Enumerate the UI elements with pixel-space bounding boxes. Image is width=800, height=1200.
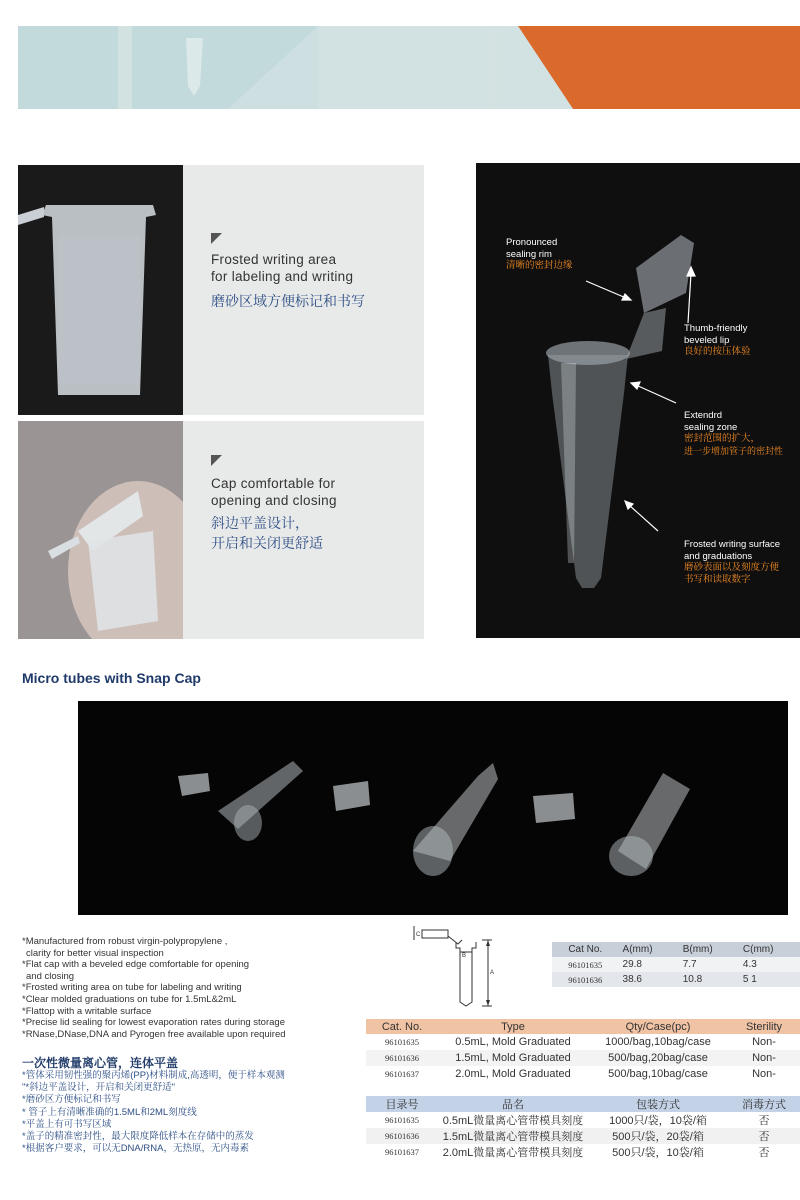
callout-frosted-surface <box>684 539 780 586</box>
table-cell: 1000/bag,10bag/case <box>588 1034 728 1050</box>
flag-icon <box>211 233 222 244</box>
callout-cn-line: 清晰的密封边缘 <box>506 260 573 271</box>
bullet-item: and closing <box>26 970 75 982</box>
bullet-item: *盖子的精准密封性，最大限度降低样本在存储中的蒸发 <box>22 1131 254 1143</box>
section-title: Micro tubes with Snap Cap <box>22 670 201 686</box>
table-cell: 500/bag,20bag/case <box>588 1050 728 1066</box>
table-cell: 96101636 <box>366 1050 438 1066</box>
table-cell: 1.5mL, Mold Graduated <box>438 1050 588 1066</box>
table-cell: 0.5mL, Mold Graduated <box>438 1034 588 1050</box>
feature-en-line: Frosted writing area <box>211 252 337 267</box>
table-cell: 2.0mL微量离心管带模具刻度 <box>438 1144 588 1160</box>
diagram-label-a: A <box>490 970 495 976</box>
bullet-item: *Flat cap with a beveled edge comfortable for opening <box>22 959 250 971</box>
feature-cn-line: 斜边平盖设计， <box>211 515 309 531</box>
feature-en-line: Cap comfortable for <box>211 476 336 491</box>
table-cell: 500/bag,10bag/case <box>588 1066 728 1082</box>
table-cell: 29.8 <box>619 957 679 972</box>
table-cell: 96101636 <box>366 1128 438 1144</box>
table-row <box>366 1128 800 1144</box>
tube-closeup-image <box>18 165 183 415</box>
feature-bullets-cn <box>22 1070 362 1155</box>
cn-heading: 一次性微量离心管，连体平盖 <box>22 1056 179 1070</box>
table-header-cell: A(mm) <box>619 942 679 957</box>
table-cell: 0.5mL微量离心管带模具刻度 <box>438 1112 588 1128</box>
table-row <box>366 1050 800 1066</box>
feature-cn-text <box>211 291 365 311</box>
table-cell: 96101635 <box>366 1112 438 1128</box>
feature-panel-cap <box>183 421 424 639</box>
table-header-cell: Cat No. <box>552 942 619 957</box>
table-header-cell: B(mm) <box>679 942 739 957</box>
bullet-item: *管体采用韧性强的聚丙烯(PP)材料制成,高透明，便于样本观测 <box>22 1070 285 1081</box>
feature-bullets-en <box>22 936 362 1040</box>
product-photo <box>78 701 788 915</box>
bullet-item: *磨砂区方便标记和书写 <box>22 1094 121 1106</box>
bullet-item: *Flattop with a writable surface <box>22 1005 152 1017</box>
table-row <box>366 1066 800 1082</box>
callout-cn-line: 进一步增加管子的密封性 <box>684 446 784 456</box>
feature-en-text <box>211 251 353 285</box>
table-cell: 96101635 <box>552 957 619 972</box>
diagram-label-b: B <box>462 953 467 959</box>
callout-en-line: sealing rim <box>506 248 552 260</box>
spec-table-en <box>366 1019 800 1082</box>
table-header-row <box>552 942 800 957</box>
dimension-diagram <box>408 922 498 1012</box>
table-cell: 96101635 <box>366 1034 438 1050</box>
table-cell: 4.3 <box>739 957 800 972</box>
feature-panel-frosted <box>183 165 424 415</box>
callout-en-line: Thumb-friendly <box>684 323 748 334</box>
table-row <box>552 972 800 987</box>
feature-en-line: opening and closing <box>211 493 337 508</box>
table-header-cell: 消毒方式 <box>728 1096 800 1112</box>
table-cell: 500只/袋，20袋/箱 <box>588 1128 728 1144</box>
table-row <box>366 1112 800 1128</box>
bullet-item: *Clear molded graduations on tube for 1.5mL&2mL <box>22 993 237 1005</box>
feature-en-line: for labeling and writing <box>211 269 354 284</box>
table-cell: Non- <box>728 1050 800 1066</box>
table-cell: 否 <box>728 1128 800 1144</box>
callout-sealing-zone <box>684 410 783 457</box>
table-cell: 96101637 <box>366 1066 438 1082</box>
feature-en-text <box>211 475 337 509</box>
bullet-item: *Manufactured from robust virgin-polypropylene , <box>22 936 228 947</box>
dimension-table <box>552 942 800 987</box>
banner-graphic <box>18 26 800 109</box>
callout-cn-line: 书写和读取数字 <box>684 574 751 585</box>
feature-cn-text <box>211 513 323 553</box>
callout-en-line: Frosted writing surface <box>684 539 781 550</box>
three-tubes-image <box>78 701 788 915</box>
table-cell: 2.0mL, Mold Graduated <box>438 1066 588 1082</box>
table-cell: 7.7 <box>679 957 739 972</box>
table-cell: 5 1 <box>739 972 800 987</box>
bullet-item: *Frosted writing area on tube for labeling and writing <box>22 982 242 994</box>
bullet-item: *RNase,DNase,DNA and Pyrogen free available upon required <box>22 1028 286 1040</box>
table-header-cell: Sterility <box>728 1019 800 1034</box>
table-cell: 10.8 <box>679 972 739 987</box>
tube-callout-panel <box>476 163 800 638</box>
table-header-cell: 品名 <box>438 1096 588 1112</box>
callout-en-line: sealing zone <box>684 421 738 433</box>
bullet-item: "*斜边平盖设计，开启和关闭更舒适" <box>22 1082 175 1094</box>
callout-en-line: Pronounced <box>506 237 558 248</box>
callout-en-line: Extendrd <box>684 410 723 421</box>
table-header-cell: 包装方式 <box>588 1096 728 1112</box>
callout-beveled-lip <box>684 323 751 358</box>
table-header-cell: C(mm) <box>739 942 800 957</box>
callout-en-line: beveled lip <box>684 334 730 346</box>
callout-sealing-rim <box>506 237 573 272</box>
bullet-item: *Precise lid sealing for lowest evaporation rates during storage <box>22 1017 285 1029</box>
diagram-label-c: C <box>416 932 421 938</box>
table-header-cell: Type <box>438 1019 588 1034</box>
table-header-row <box>366 1019 800 1034</box>
bullet-item: *平盖上有可书写区域 <box>22 1118 112 1130</box>
table-header-row <box>366 1096 800 1112</box>
table-cell: 1000只/袋，10袋/箱 <box>588 1112 728 1128</box>
table-header-cell: Qty/Case(pc) <box>588 1019 728 1034</box>
tube-cap-image <box>18 421 183 639</box>
flag-icon <box>211 455 222 466</box>
table-cell: Non- <box>728 1034 800 1050</box>
spec-table-cn <box>366 1096 800 1160</box>
table-cell: 96101636 <box>552 972 619 987</box>
feature-photo-cap <box>18 421 183 639</box>
table-cell: 500只/袋，10袋/箱 <box>588 1144 728 1160</box>
bullet-item: * 管子上有清晰准确的1.5ML和2ML刻度线 <box>22 1106 197 1118</box>
callout-en-line: and graduations <box>684 550 753 562</box>
table-cell: 否 <box>728 1112 800 1128</box>
feature-photo-frosted <box>18 165 183 415</box>
table-row <box>552 957 800 972</box>
tube-dimension-drawing <box>408 922 498 1012</box>
table-cell: 否 <box>728 1144 800 1160</box>
table-header-cell: 目录号 <box>366 1096 438 1112</box>
table-cell: 96101637 <box>366 1144 438 1160</box>
callout-cn-line: 良好的按压体验 <box>684 346 751 357</box>
table-header-cell: Cat. No. <box>366 1019 438 1034</box>
callout-cn-line: 磨砂表面以及刻度方便 <box>684 562 780 573</box>
callout-cn-line: 密封范围的扩大， <box>684 433 761 444</box>
table-cell: 1.5mL微量离心管带模具刻度 <box>438 1128 588 1144</box>
table-row <box>366 1144 800 1160</box>
header-banner <box>18 26 800 109</box>
bullet-item: clarity for better visual inspection <box>26 947 164 959</box>
table-row <box>366 1034 800 1050</box>
bullet-item: *根据客户要求，可以无DNA/RNA，无热原，无内毒素 <box>22 1143 249 1155</box>
feature-cn-line: 磨砂区域方便标记和书写 <box>211 293 365 309</box>
table-cell: 38.6 <box>619 972 679 987</box>
feature-cn-line: 开启和关闭更舒适 <box>211 535 323 551</box>
table-cell: Non- <box>728 1066 800 1082</box>
